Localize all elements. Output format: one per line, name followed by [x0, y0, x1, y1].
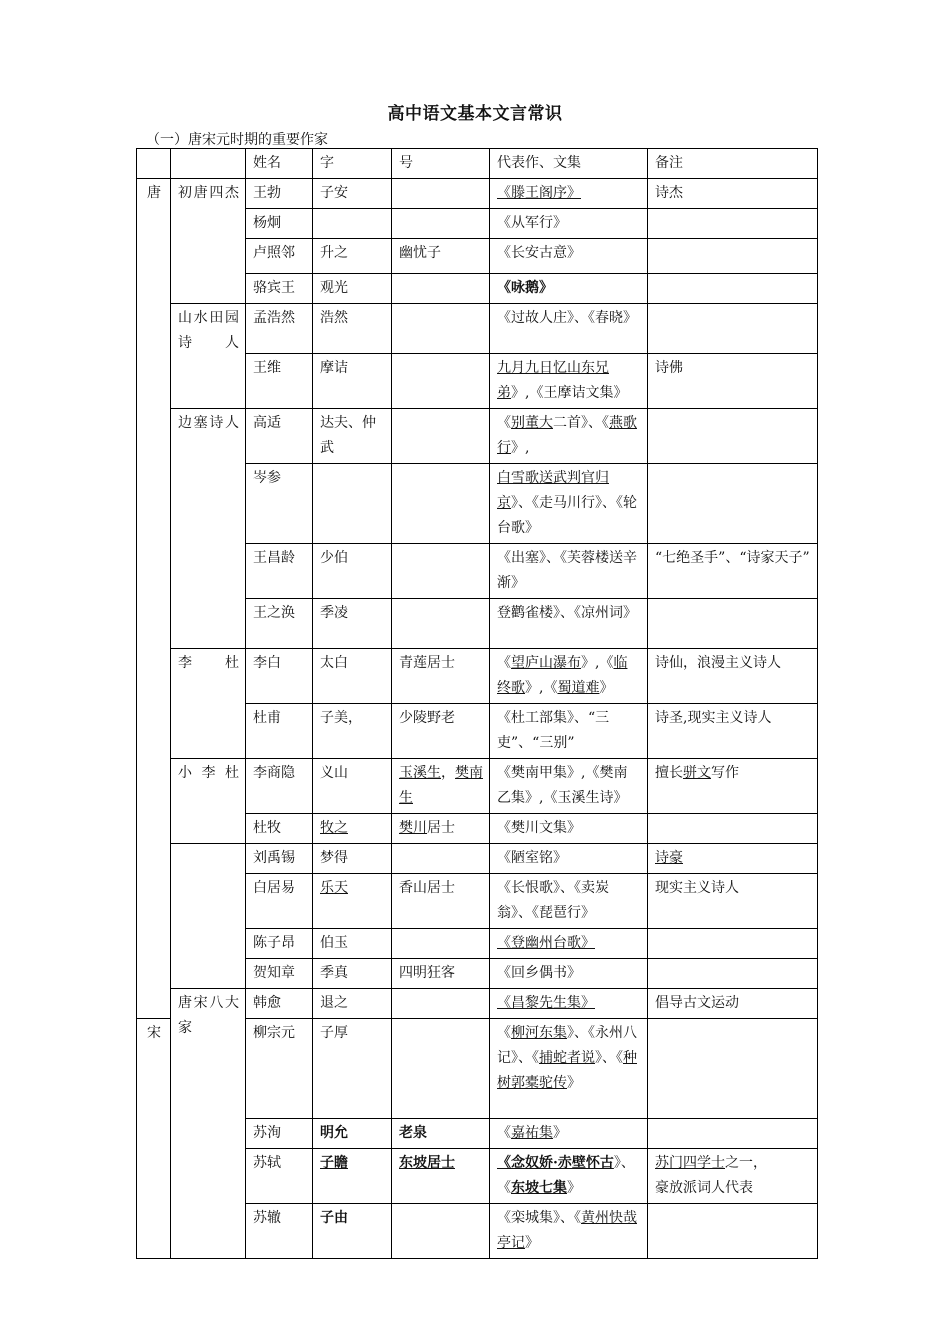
note-cell [648, 1204, 818, 1259]
text-segment: 子瞻 [320, 1155, 348, 1171]
pen-name-cell [392, 274, 490, 304]
author-name-cell: 王维 [246, 354, 313, 409]
table-row [137, 649, 818, 704]
text-segment: 牧之 [320, 820, 348, 836]
courtesy-name-cell [313, 1204, 392, 1259]
works-cell [490, 1119, 648, 1149]
courtesy-name-cell [313, 874, 392, 929]
note-cell [648, 464, 818, 544]
text-segment: 《长恨歌》、《卖炭翁》、《琵琶行》 [497, 880, 609, 921]
text-segment: 》 [599, 680, 614, 696]
header-cell-name: 姓名 [246, 149, 313, 179]
text-segment: 乐天 [320, 880, 348, 896]
courtesy-name-cell: 升之 [313, 239, 392, 274]
works-cell [490, 354, 648, 409]
table-row [137, 179, 818, 209]
courtesy-name-cell [313, 464, 392, 544]
group-cell: 李杜 [171, 649, 246, 759]
courtesy-name-cell: 退之 [313, 989, 392, 1019]
note-cell [648, 179, 818, 209]
text-segment: 》,《 [581, 655, 614, 671]
pen-name-cell [392, 1119, 490, 1149]
courtesy-name-cell: 季凌 [313, 599, 392, 649]
text-segment: 嘉祐集 [511, 1125, 553, 1141]
text-segment: 诗豪 [655, 850, 683, 866]
text-segment: 白雪歌送武判官归京 [497, 470, 609, 511]
text-segment: 《回乡偶书》 [497, 965, 581, 981]
text-segment: 擅长 [655, 765, 683, 781]
group-cell: 山水田园诗人 [171, 304, 246, 409]
note-cell [648, 239, 818, 274]
header-cell [171, 149, 246, 179]
text-segment: 居士 [427, 820, 455, 836]
author-name-cell: 李商隐 [246, 759, 313, 814]
works-cell [490, 649, 648, 704]
author-name-cell: 柳宗元 [246, 1019, 313, 1119]
text-segment: 登鹳雀楼》、《凉州词》 [497, 605, 637, 621]
table-row [137, 989, 818, 1019]
page-title: 高中语文基本文言常识 [387, 104, 563, 124]
text-segment: 蜀道难 [557, 680, 600, 696]
pen-name-cell [392, 409, 490, 464]
text-segment: 子由 [320, 1210, 348, 1226]
note-cell [648, 844, 818, 874]
works-cell [490, 814, 648, 844]
text-segment: 东坡居士 [399, 1155, 455, 1171]
author-name-cell: 刘禹锡 [246, 844, 313, 874]
pen-name-cell [392, 209, 490, 239]
authors-table [136, 148, 818, 1259]
courtesy-name-cell: 摩诘 [313, 354, 392, 409]
author-name-cell: 苏洵 [246, 1119, 313, 1149]
text-segment: 《樊南甲集》,《樊南乙集》,《玉溪生诗》 [497, 765, 628, 806]
works-cell [490, 304, 648, 354]
group-cell: 小李杜 [171, 759, 246, 844]
text-segment: 豪放派词人代表 [655, 1180, 753, 1196]
note-cell [648, 989, 818, 1019]
pen-name-cell [392, 1019, 490, 1119]
text-segment: 骈文 [683, 765, 711, 781]
courtesy-name-cell: 季真 [313, 959, 392, 989]
text-segment: 老泉 [399, 1125, 427, 1141]
era-cell: 宋 [137, 1019, 171, 1259]
courtesy-name-cell: 子厚 [313, 1019, 392, 1119]
works-cell [490, 929, 648, 959]
header-cell-zi: 字 [313, 149, 392, 179]
pen-name-cell: 青莲居士 [392, 649, 490, 704]
text-segment: 》、《 [595, 1050, 623, 1066]
text-segment: 诗佛 [655, 360, 683, 376]
works-cell [490, 1019, 648, 1119]
text-segment: 《 [497, 655, 511, 671]
note-cell [648, 409, 818, 464]
text-segment: ， [441, 765, 455, 781]
note-cell [648, 304, 818, 354]
note-cell [648, 814, 818, 844]
note-cell [648, 274, 818, 304]
text-segment: 》、《永州八记》、《 [497, 1025, 637, 1066]
courtesy-name-cell: 少伯 [313, 544, 392, 599]
era-cell: 唐 [137, 179, 171, 1019]
courtesy-name-cell [313, 209, 392, 239]
works-cell [490, 874, 648, 929]
note-cell [648, 1149, 818, 1204]
author-name-cell: 王勃 [246, 179, 313, 209]
header-cell-note: 备注 [648, 149, 818, 179]
works-cell [490, 209, 648, 239]
pen-name-cell [392, 1149, 490, 1204]
author-name-cell: 王之涣 [246, 599, 313, 649]
works-cell [490, 1204, 648, 1259]
note-cell [648, 599, 818, 649]
text-segment: 》 [525, 1235, 539, 1251]
author-name-cell: 苏轼 [246, 1149, 313, 1204]
text-segment: 九月九日忆山东兄弟 [497, 360, 609, 401]
table-header-row [137, 149, 818, 179]
text-segment: 》,《王摩诘文集》 [511, 385, 628, 401]
pen-name-cell [392, 599, 490, 649]
text-segment: 》、《 [497, 1155, 635, 1196]
courtesy-name-cell: 梦得 [313, 844, 392, 874]
pen-name-cell [392, 1204, 490, 1259]
text-segment: 苏门四学士 [655, 1155, 725, 1171]
table-row [137, 304, 818, 354]
text-segment: 别董大 [511, 415, 553, 431]
works-cell [490, 179, 648, 209]
author-name-cell: 王昌龄 [246, 544, 313, 599]
header-cell-works: 代表作、文集 [490, 149, 648, 179]
pen-name-cell [392, 989, 490, 1019]
pen-name-cell [392, 759, 490, 814]
author-name-cell: 孟浩然 [246, 304, 313, 354]
table-row [137, 409, 818, 464]
works-cell [490, 1149, 648, 1204]
text-segment: 《樊川文集》 [497, 820, 581, 836]
text-segment: 《 [497, 1025, 511, 1041]
text-segment: 明允 [320, 1125, 348, 1141]
text-segment: 》,《 [525, 680, 558, 696]
header-cell-hao: 号 [392, 149, 490, 179]
text-segment: 樊川 [399, 820, 427, 836]
author-name-cell: 杨炯 [246, 209, 313, 239]
author-name-cell: 贺知章 [246, 959, 313, 989]
note-cell [648, 649, 818, 704]
works-cell [490, 544, 648, 599]
author-name-cell: 韩愈 [246, 989, 313, 1019]
note-cell [648, 959, 818, 989]
note-cell [648, 1019, 818, 1119]
text-segment: 玉溪生 [399, 765, 441, 781]
pen-name-cell: 香山居士 [392, 874, 490, 929]
text-segment: 《念奴娇·赤壁怀古 [497, 1155, 614, 1171]
text-segment: 《 [497, 1125, 511, 1141]
courtesy-name-cell: 子安 [313, 179, 392, 209]
text-segment: 黄州快哉亭记 [497, 1210, 637, 1251]
text-segment: 诗圣,现实主义诗人 [655, 710, 772, 726]
text-segment: 《过故人庄》、《春晓》 [497, 310, 637, 326]
works-cell [490, 989, 648, 1019]
note-cell [648, 874, 818, 929]
text-segment: 《从军行》 [497, 215, 567, 231]
courtesy-name-cell: 达夫、仲武 [313, 409, 392, 464]
works-cell [490, 409, 648, 464]
courtesy-name-cell [313, 1119, 392, 1149]
group-cell: 边塞诗人 [171, 409, 246, 649]
courtesy-name-cell [313, 1149, 392, 1204]
courtesy-name-cell: 义山 [313, 759, 392, 814]
table-row [137, 759, 818, 814]
pen-name-cell: 少陵野老 [392, 704, 490, 759]
text-segment: 倡导古文运动 [655, 995, 739, 1011]
pen-name-cell [392, 354, 490, 409]
note-cell [648, 209, 818, 239]
text-segment: 《咏鹅》 [497, 280, 553, 296]
works-cell [490, 959, 648, 989]
header-cell [137, 149, 171, 179]
pen-name-cell [392, 304, 490, 354]
courtesy-name-cell: 观光 [313, 274, 392, 304]
text-segment: 写作 [711, 765, 739, 781]
text-segment: 《 [497, 415, 511, 431]
pen-name-cell [392, 464, 490, 544]
courtesy-name-cell: 子美， [313, 704, 392, 759]
note-cell [648, 1119, 818, 1149]
works-cell [490, 759, 648, 814]
works-cell [490, 704, 648, 759]
author-name-cell: 岑参 [246, 464, 313, 544]
pen-name-cell: 幽忧子 [392, 239, 490, 274]
text-segment: 《出塞》、《芙蓉楼送辛渐》 [497, 550, 637, 591]
author-name-cell: 苏辙 [246, 1204, 313, 1259]
pen-name-cell [392, 929, 490, 959]
courtesy-name-cell [313, 814, 392, 844]
text-segment: 》 [567, 1180, 581, 1196]
text-segment: 樊南生 [399, 765, 483, 806]
text-segment: 种树郭橐驼传 [497, 1050, 637, 1091]
text-segment: 《栾城集》、《 [497, 1210, 581, 1226]
works-cell [490, 464, 648, 544]
text-segment: “七绝圣手”、“诗家天子” [655, 550, 810, 566]
group-cell: 唐宋八大家 [171, 989, 246, 1259]
courtesy-name-cell: 伯玉 [313, 929, 392, 959]
works-cell [490, 844, 648, 874]
pen-name-cell [392, 844, 490, 874]
text-segment: 临终歌 [497, 655, 628, 696]
works-cell [490, 274, 648, 304]
courtesy-name-cell: 浩然 [313, 304, 392, 354]
courtesy-name-cell: 太白 [313, 649, 392, 704]
text-segment: 》 [567, 1075, 581, 1091]
text-segment: 《登幽州台歌》 [497, 935, 595, 951]
text-segment: 》 [553, 1125, 567, 1141]
group-cell: 初唐四杰 [171, 179, 246, 304]
note-cell [648, 544, 818, 599]
text-segment: 诗杰 [655, 185, 683, 201]
note-cell [648, 929, 818, 959]
author-name-cell: 杜牧 [246, 814, 313, 844]
text-segment: 》, [511, 440, 530, 456]
text-segment: 》、《走马川行》、《轮台歌》 [497, 495, 637, 536]
note-cell [648, 759, 818, 814]
pen-name-cell [392, 544, 490, 599]
author-name-cell: 卢照邻 [246, 239, 313, 274]
text-segment: 捕蛇者说 [539, 1050, 595, 1066]
pen-name-cell [392, 814, 490, 844]
text-segment: 二首》、《 [553, 415, 609, 431]
text-segment: 《昌黎先生集》 [497, 995, 595, 1011]
section-heading: （一）唐宋元时期的重要作家 [146, 132, 328, 148]
text-segment: 之一， [725, 1155, 767, 1171]
works-cell [490, 239, 648, 274]
pen-name-cell: 四明狂客 [392, 959, 490, 989]
group-cell [171, 844, 246, 989]
author-name-cell: 高适 [246, 409, 313, 464]
text-segment: 东坡七集 [511, 1180, 567, 1196]
author-name-cell: 杜甫 [246, 704, 313, 759]
text-segment: 燕歌行 [497, 415, 637, 456]
text-segment: 现实主义诗人 [655, 880, 739, 896]
author-name-cell: 白居易 [246, 874, 313, 929]
pen-name-cell [392, 179, 490, 209]
text-segment: 《陋室铭》 [497, 850, 567, 866]
author-name-cell: 陈子昂 [246, 929, 313, 959]
text-segment: 《长安古意》 [497, 245, 581, 261]
text-segment: 《滕王阁序》 [497, 185, 581, 201]
author-name-cell: 骆宾王 [246, 274, 313, 304]
author-name-cell: 李白 [246, 649, 313, 704]
works-cell [490, 599, 648, 649]
note-cell [648, 704, 818, 759]
text-segment: 诗仙，浪漫主义诗人 [655, 655, 781, 671]
text-segment: 望庐山瀑布 [511, 655, 581, 671]
table-row [137, 844, 818, 874]
text-segment: 柳河东集 [511, 1025, 567, 1041]
text-segment: 《杜工部集》、“三吏”、“三别” [497, 710, 610, 751]
note-cell [648, 354, 818, 409]
